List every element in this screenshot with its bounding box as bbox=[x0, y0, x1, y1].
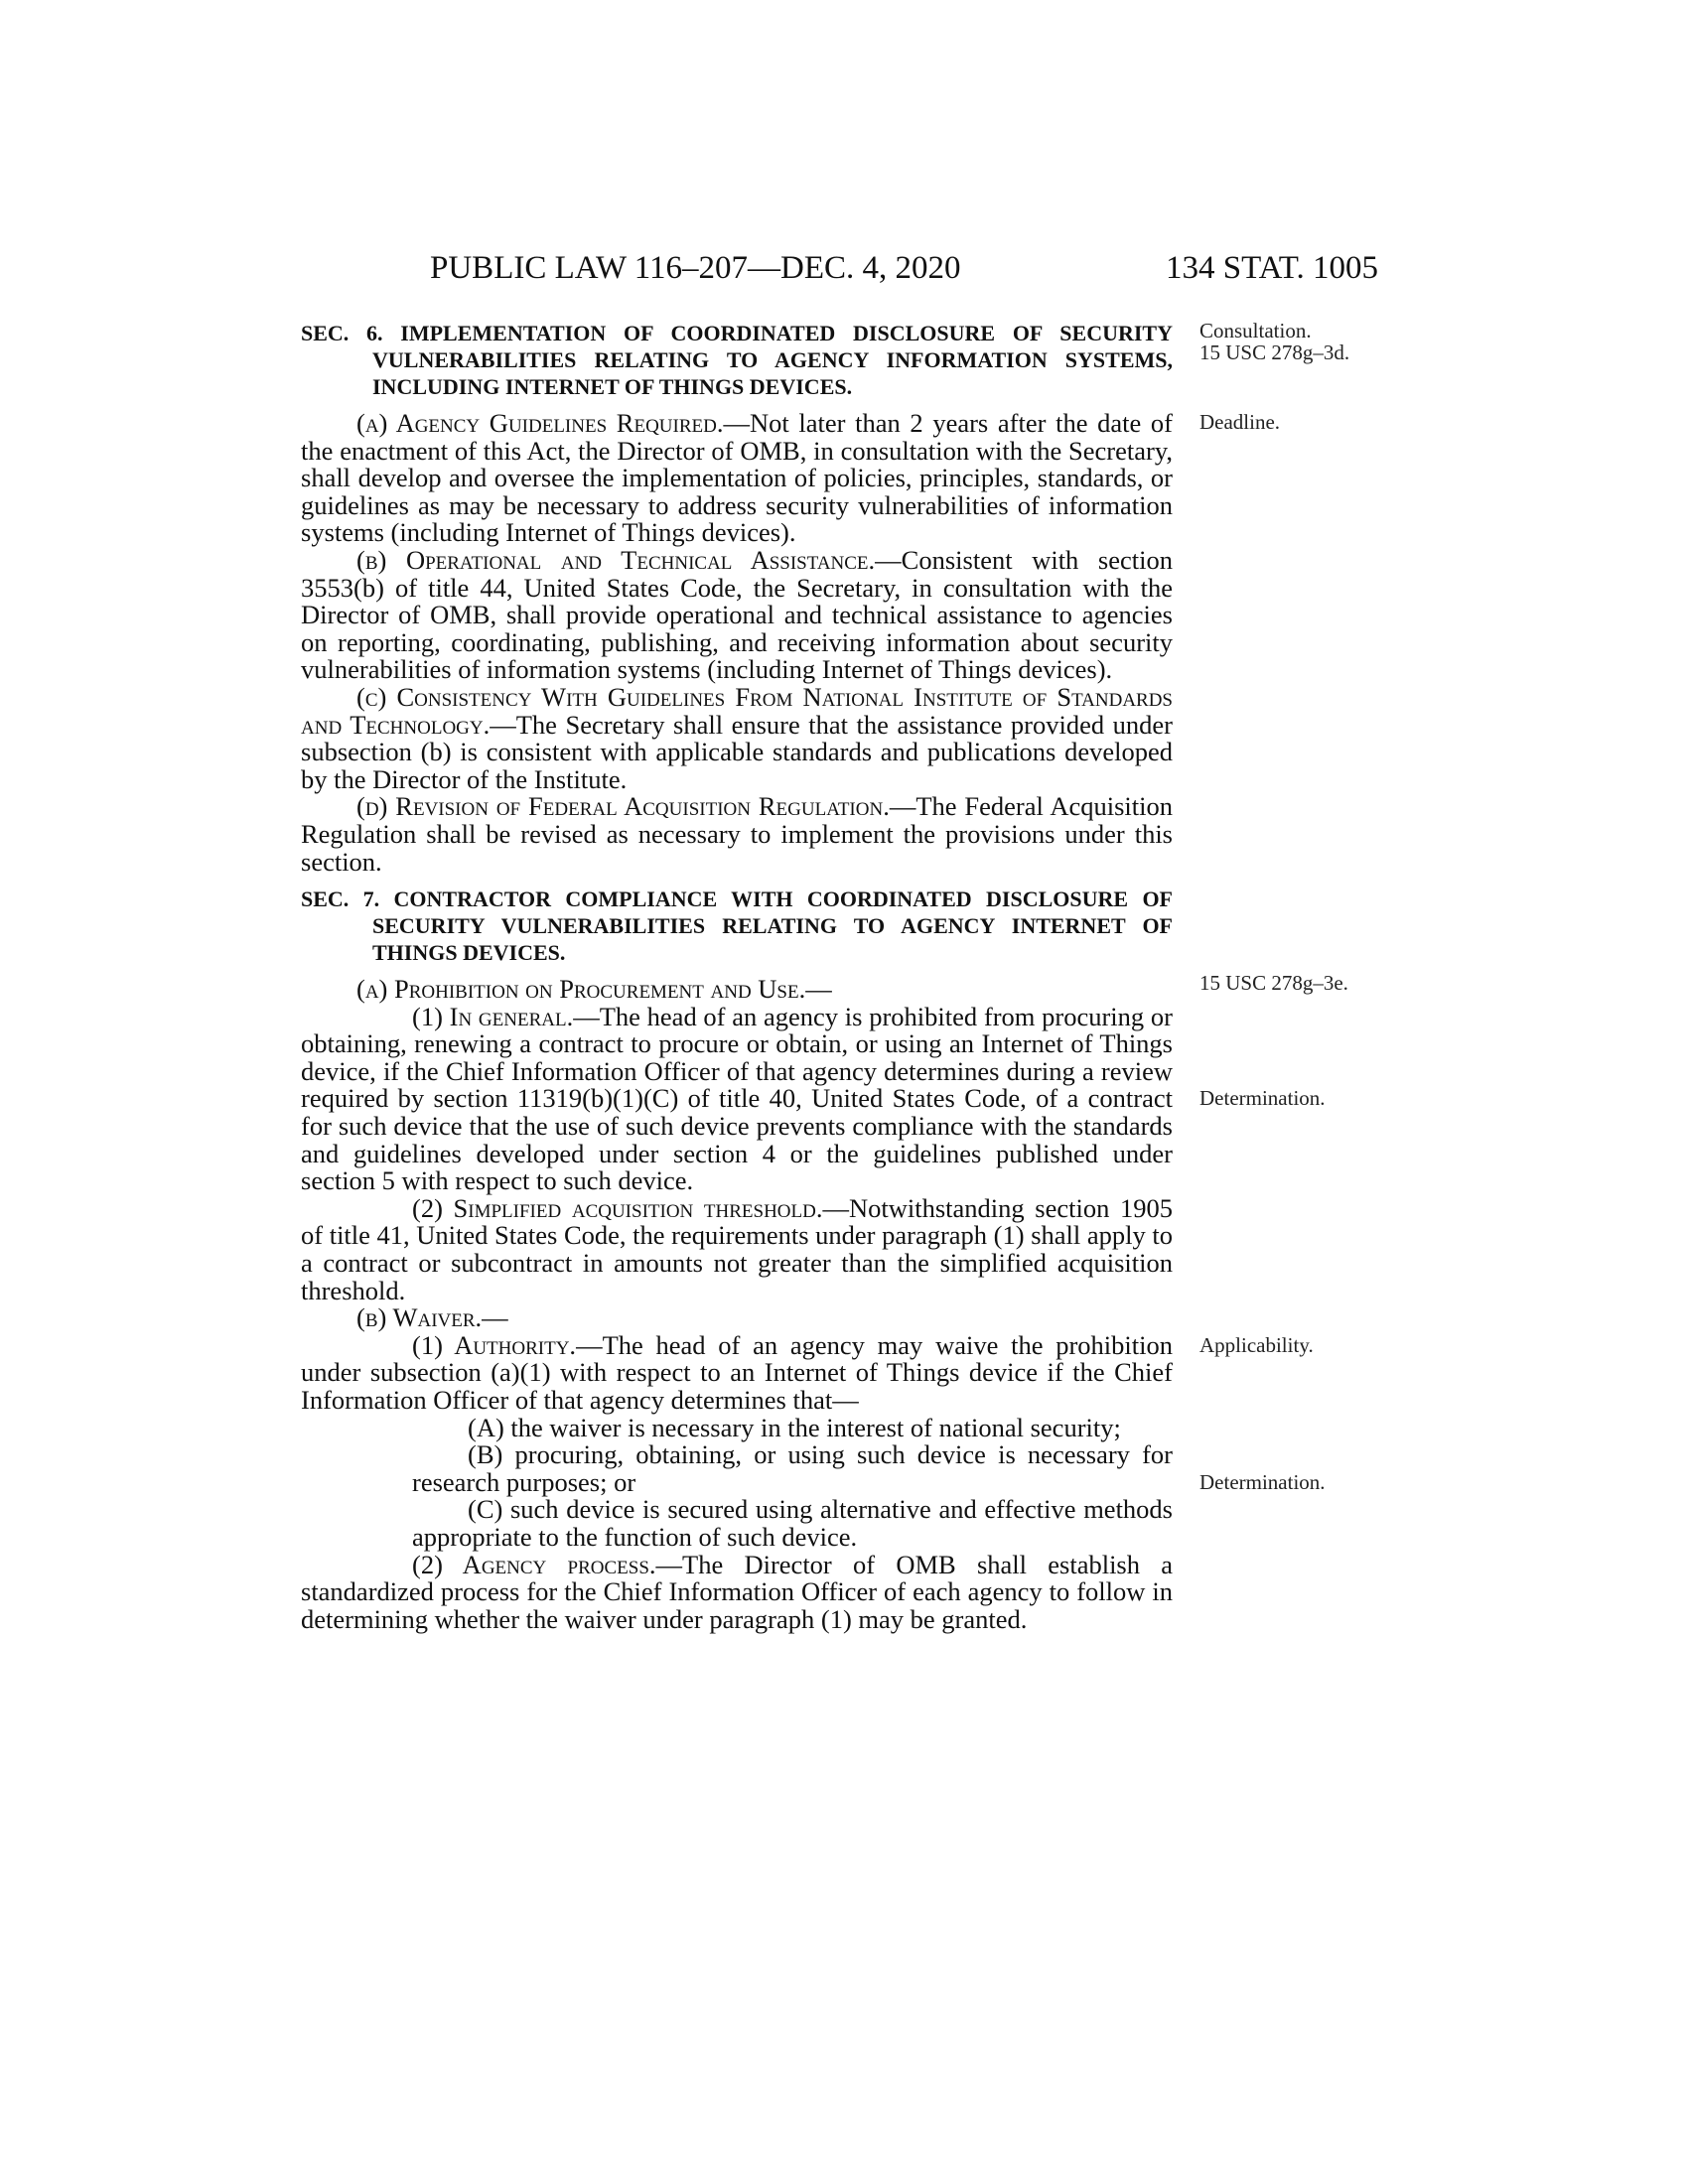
margin-note-deadline: Deadline. bbox=[1199, 410, 1281, 434]
sec6-d-text: —The Federal Acquisition Regulation shall be revised as necessary to implement the provisions under this section. bbox=[301, 791, 1173, 877]
sec7-b2-text: —The Director of OMB shall establish a standardized process for the Chief Information Officer of each agency to follow in determining whether the waiver under paragraph (1) may be granted. bbox=[301, 1549, 1173, 1634]
section-6-heading: SEC. 6. IMPLEMENTATION OF COORDINATED DISCLOSURE OF SECURITY VULNERABILITIES RELATING TO AGENCY INFORMATION SYSTEMS, INCLUDING INTERNET OF THINGS DEVICES. bbox=[301, 321, 1173, 399]
public-law-title: PUBLIC LAW 116–207—DEC. 4, 2020 bbox=[430, 250, 961, 286]
sec7-a2-text: —Notwithstanding section 1905 of title 41, United States Code, the requirements under paragraph (1) shall apply to a contract or subcontract in amounts not greater than the simplified acquisition threshold. bbox=[301, 1192, 1173, 1305]
sec6-subsection-c bbox=[301, 681, 1173, 794]
margin-note-determination-2: Determination. bbox=[1199, 1470, 1326, 1494]
sec7-b1-subparagraph-c: (C) such device is secured using alternative and effective methods appropriate to the function of such device. bbox=[412, 1494, 1173, 1552]
sec6-d-label: (d) Revision of Federal Acquisition Regulation. bbox=[356, 791, 890, 822]
page-header bbox=[430, 250, 1378, 290]
sec7-b-paragraph-2 bbox=[301, 1549, 1173, 1634]
sec7-a-paragraph-1 bbox=[301, 1001, 1173, 1196]
sec6-c-label: (c) Consistency With Guidelines From National Institute of Standards and Technology. bbox=[301, 681, 1173, 740]
margin-note-usc-278g-3d: 15 USC 278g–3d. bbox=[1199, 341, 1350, 364]
sec7-b2-label: (2) Agency process. bbox=[412, 1549, 656, 1579]
sec7-b1-subparagraph-a: (A) the waiver is necessary in the interest of national security; bbox=[468, 1412, 1121, 1442]
sec6-b-text: —Consistent with section 3553(b) of title 44, United States Code, the Secretary, in consultation with the Director of OMB, shall provide operational and technical assistance to agencies on reporting, coordinating, publishing, and receiving information about security vulnerabilities of information systems (including Internet of Things devices). bbox=[301, 544, 1173, 685]
sec7-a-label: (a) Prohibition on Procurement and Use.— bbox=[356, 974, 832, 1005]
sec7-b1-label: (1) Authority. bbox=[412, 1329, 577, 1360]
margin-note-determination-1: Determination. bbox=[1199, 1086, 1326, 1110]
sec7-b1-subparagraph-b: (B) procuring, obtaining, or using such device is necessary for research purposes; or bbox=[412, 1439, 1173, 1497]
margin-note-usc-278g-3e: 15 USC 278g–3e. bbox=[1199, 971, 1348, 995]
section-gap bbox=[301, 876, 1173, 886]
main-text-column bbox=[301, 320, 1173, 1633]
sec7-a2-label: (2) Simplified acquisition threshold. bbox=[412, 1192, 823, 1223]
stat-page-number: 134 STAT. 1005 bbox=[1165, 250, 1378, 286]
sec6-a-label: (a) Agency Guidelines Required. bbox=[356, 408, 724, 438]
margin-note-consultation: Consultation. bbox=[1199, 319, 1312, 342]
sec6-subsection-b bbox=[301, 544, 1173, 685]
sec7-subsection-b bbox=[301, 1304, 1173, 1332]
sec7-a1-text: —The head of an agency is prohibited from procuring or obtaining, renewing a contract to procure or obtain, or using an Internet of Things device, if the Chief Information Officer of that agency determines during a review required by section 11319(b)(1)(C) of title 40, United States Code, of a contract for such device that the use of such device prevents compliance with the standards and guidelines developed under section 4 or the guidelines published under section 5 with respect to such device. bbox=[301, 1001, 1173, 1196]
sec7-a1-label: (1) In general. bbox=[412, 1001, 574, 1031]
margin-note-applicability: Applicability. bbox=[1199, 1333, 1314, 1357]
section-7-heading: SEC. 7. CONTRACTOR COMPLIANCE WITH COORDINATED DISCLOSURE OF SECURITY VULNERABILITIES RELATING TO AGENCY INTERNET OF THINGS DEVICES. bbox=[301, 887, 1173, 966]
sec6-c-text: —The Secretary shall ensure that the assistance provided under subsection (b) is consistent with applicable standards and publications developed by the Director of the Institute. bbox=[301, 709, 1173, 794]
sec6-subsection-d bbox=[301, 793, 1173, 876]
sec7-b1-text: —The head of an agency may waive the prohibition under subsection (a)(1) with respect to an Internet of Things device if the Chief Information Officer of that agency determines that— bbox=[301, 1329, 1173, 1415]
sec6-a-text: —Not later than 2 years after the date of the enactment of this Act, the Director of OMB, in consultation with the Secretary, shall develop and oversee the implementation of policies, principles, standards, or guidelines as may be necessary to address security vulnerabilities of information systems (including Internet of Things devices). bbox=[301, 408, 1173, 548]
sec7-a-paragraph-2 bbox=[301, 1192, 1173, 1305]
sec6-b-label: (b) Operational and Technical Assistance. bbox=[356, 544, 876, 575]
sec7-subsection-a bbox=[301, 976, 1173, 1004]
sec6-subsection-a bbox=[301, 410, 1173, 547]
sec7-b-paragraph-1 bbox=[301, 1329, 1173, 1415]
sec7-b-label: (b) Waiver.— bbox=[356, 1302, 508, 1333]
